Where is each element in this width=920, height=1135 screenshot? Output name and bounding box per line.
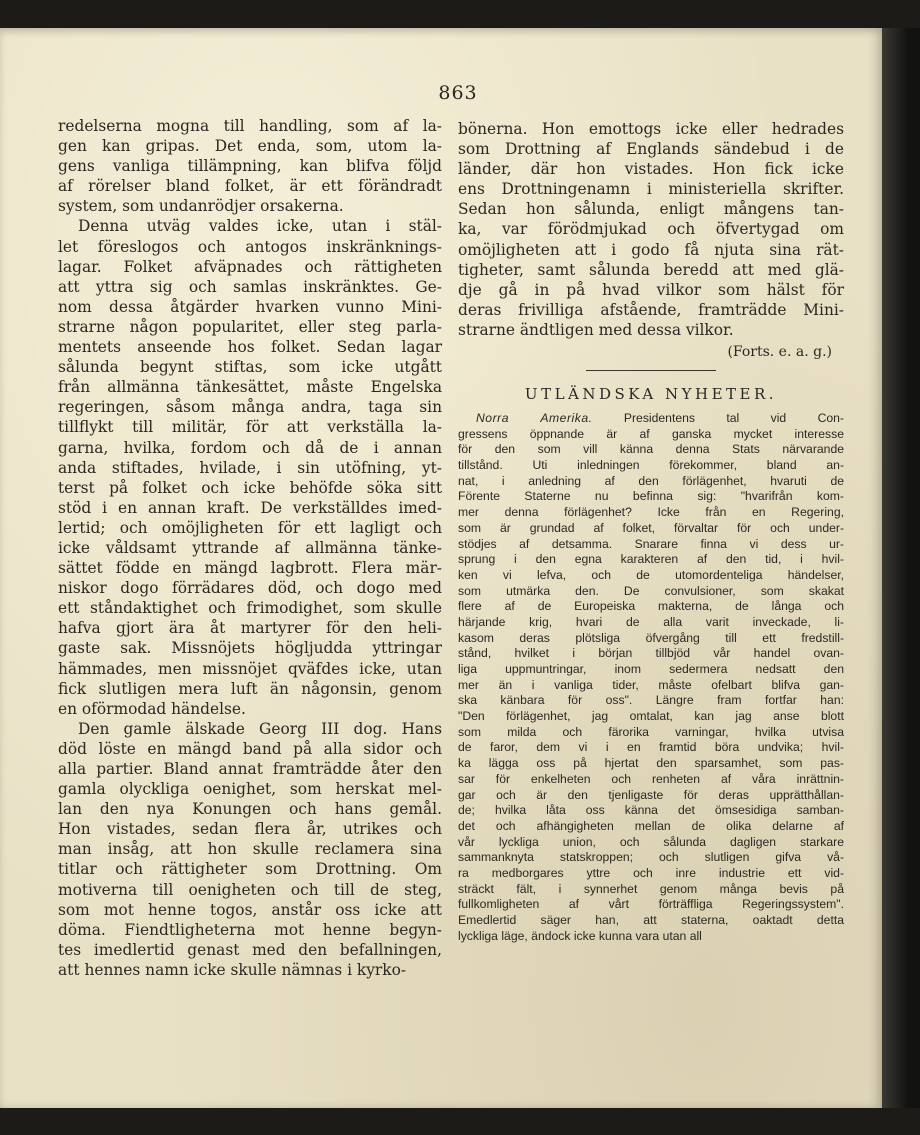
text-line: lan den nya Konungen och hans gemål. [58, 800, 442, 819]
text-line: tes imedlertid genast med den befallningen, [58, 940, 442, 959]
text-line: som mot henne togos, anstår oss icke att [58, 900, 442, 919]
text-line: ett ståndaktighet och frimodighet, som skulle [58, 599, 442, 618]
text-line: niskor dogo förrädares död, och dogo med [58, 579, 442, 598]
text-line: död löste en mängd band på alla sidor och [58, 739, 442, 758]
text-line: strarne ändtligen med dessa vilkor. [458, 320, 734, 339]
text-line: Sedan hon sålunda, enligt mångens tan- [458, 200, 844, 219]
text-line: gressens öppnande är af ganska mycket interesse [458, 426, 844, 441]
text-line: deras frivilliga afstående, framträdde Mini- [458, 300, 844, 319]
text-line: att hennes namn icke skulle nämnas i kyrko- [58, 960, 407, 979]
page-edge-shadow [882, 28, 920, 1108]
text-line: härjande krig, hvari de alla varit inveckade, li- [458, 614, 844, 629]
text-line: fullkomligheten af vårt förträffliga Regeringssystem". [458, 897, 844, 912]
text-line: lertid; och omöjligheten för ett lagligt och [58, 518, 442, 537]
text-line: gamla olyckliga oenighet, som herskat mel- [58, 780, 442, 799]
text-line: sammanknyta statskroppen; och slutligen gifva vå- [458, 850, 844, 865]
section-divider [586, 370, 716, 371]
text-line: hafva gjort ära åt martyrer för den heli- [58, 619, 442, 638]
text-line: sålunda begynt stiftas, som icke utgått [58, 358, 442, 377]
text-line: sättet födde en mängd lagbrott. Flera mär- [58, 559, 442, 578]
text-line: nom dessa åtgärder hvarken vunno Mini- [58, 297, 442, 316]
text-line: Emedlertid säger han, att staterna, oaktadt detta [458, 913, 844, 928]
text-line: nat, i anledning af den förlägenhet, hvaruti de [458, 473, 844, 488]
text-line: titlar och rättigheter som Drottning. Om [58, 860, 442, 879]
news-first-line: Presidentens tal vid Con- [592, 411, 844, 426]
text-line: motiverna till oenigheten och till de steg, [58, 880, 442, 899]
text-line: redelserna mogna till handling, som af la- [58, 117, 442, 135]
text-line [458, 411, 844, 427]
text-line: omöjligheten att i godo få njuta sina rät- [458, 240, 844, 259]
text-line: som utmärka den. De convulsioner, som skakat [458, 583, 844, 598]
text-line: bönerna. Hon emottogs icke eller hedrades [458, 120, 844, 138]
text-line: strarne någon popularitet, eller steg parla- [58, 317, 442, 336]
text-line: mentets anseende hos folket. Sedan lagar [58, 338, 442, 357]
text-line: stöd i en annan kraft. De verkställdes imed- [58, 498, 442, 517]
text-line: ka, var förödmjukad och öfvertygad om [458, 220, 844, 239]
text-line: tigheter, samt sålunda beredd att med glä- [458, 260, 844, 279]
text-line: hämmades, men missnöjet qväfdes icke, utan [58, 659, 442, 678]
text-line: de; hvilka låta oss känna det ömsesidiga samban- [458, 803, 844, 818]
article-continuation [458, 119, 844, 340]
text-line: som milda och färorika varningar, hvilka utvisa [458, 724, 844, 739]
text-line: mer denna förlägenhet? Icke från en Regering, [458, 505, 844, 520]
text-line: sprung i den egna karakteren af den tid, i hvil- [458, 552, 844, 567]
text-line: Denna utväg valdes icke, utan i stäl- [78, 217, 442, 236]
text-line: som Drottning af Englands sändebud i de [458, 140, 844, 159]
text-line: liga uppmuntringar, inom sedermera nedsatt den [458, 662, 844, 677]
text-line: en oförmodad händelse. [58, 699, 246, 718]
text-line: garna, hvilka, fordom och då de i annan [58, 438, 442, 457]
news-article [458, 411, 844, 944]
right-column [458, 119, 844, 944]
text-line: man insåg, att hon skulle reclamera sina [58, 840, 442, 859]
text-line: att yttra sig och samlas inskränktes. Ge- [58, 277, 442, 296]
text-line: af rörelser bland folket, är ett förändradt [58, 177, 442, 196]
text-line: som är grundad af folket, förvaltar för och under- [458, 520, 844, 535]
text-line: ra medborgares yttre och inre industrie ett vid- [458, 865, 844, 880]
text-line: Förente Staterne nu befinna sig: "hvarifrån kom- [458, 489, 844, 504]
text-line: stånd, hvilket i början tillbjöd vår handel ovan- [458, 646, 844, 661]
news-lead: Norra Amerika. [476, 411, 593, 426]
text-line: icke våldsamt yttrande af allmänna tänke- [58, 538, 442, 557]
text-line: sar för enkelheten och renheten af våra inrättnin- [458, 771, 844, 786]
text-line: ens Drottningenamn i ministeriella skrifter. [458, 180, 844, 199]
text-line: "Den förlägenhet, jag omtalat, kan jag anse blott [458, 709, 844, 724]
text-line: sträckt fält, i synnerhet genom många bevis på [458, 881, 844, 896]
text-line: tillflykt till militär, för att verkställa la- [58, 418, 442, 437]
text-line: terst på folket och icke behöfde söka sitt [58, 478, 442, 497]
text-line: mer än i vanliga tider, måste ofelbart blifva gan- [458, 677, 844, 692]
text-line: Den gamle älskade Georg III dog. Hans [78, 719, 442, 738]
article-signature: (Forts. e. a. g.) [727, 344, 832, 361]
text-line: anda stiftades, hvilade, i sin utöfning, yt- [58, 458, 442, 477]
text-line: flere af de Europeiska makterna, de långa och [458, 599, 844, 614]
text-line: gar och är den tjenligaste för deras upprätthållan- [458, 787, 844, 802]
text-line: vår lyckliga union, och sålunda dagligen starkare [458, 834, 844, 849]
text-line: lyckliga läge, ändock icke kunna vara utan all [458, 928, 702, 943]
text-line: gaste sak. Missnöjets högljudda yttringar [58, 639, 442, 658]
text-line: länder, där hon vistades. Hon fick icke [458, 160, 844, 179]
text-line: lagar. Folket afväpnades och rättigheten [58, 257, 442, 276]
text-line: det och afhängigheten mellan de olika delarne af [458, 818, 844, 833]
text-line: från allmänna tänkesättet, måste Engelska [58, 378, 442, 397]
text-line: fick slutligen mera luft än någonsin, genom [58, 679, 442, 698]
text-line: kasom deras plötsliga öfvergång till ett fredstill- [458, 630, 844, 645]
text-line: tillstånd. Uti inledningen förekommer, bland an- [458, 458, 844, 473]
text-line: ka lägga oss på hjertat den sparsamhet, som pas- [458, 756, 844, 771]
text-line: let föreslogos och antogos inskränknings- [58, 237, 442, 256]
text-line: gen kan gripas. Det enda, som, utom la- [58, 137, 442, 156]
page-number: 863 [438, 82, 478, 104]
text-line: regeringen, såsom många andra, taga sin [58, 398, 442, 417]
text-line: de faror, dem vi i en framtid böra undvika; hvil- [458, 740, 844, 755]
text-line: ska känbara för oss". Längre fram fortfar han: [458, 693, 844, 708]
text-line: ken vi lefva, och de utomordenteliga händelser, [458, 567, 844, 582]
text-line: alla partier. Bland annat framträdde åter den [58, 760, 442, 778]
text-line: stödjes af detsamma. Snarare finna vi dess ur- [458, 536, 844, 551]
text-line: Hon vistades, sedan flera år, utrikes och [58, 820, 442, 839]
text-line: dje gå in på hvad vilkor som hälst för [458, 280, 844, 299]
left-column [58, 116, 442, 980]
text-line: system, som undanrödjer orsakerna. [58, 197, 344, 216]
text-line: för den som vill känna denna Stats närvarande [458, 442, 844, 457]
text-line: gens vanliga tillämpning, kan blifva följd [58, 157, 442, 176]
text-line: döma. Fiendtligheterna mot henne begyn- [58, 920, 442, 939]
section-heading: UTLÄNDSKA NYHETER. [524, 385, 778, 404]
